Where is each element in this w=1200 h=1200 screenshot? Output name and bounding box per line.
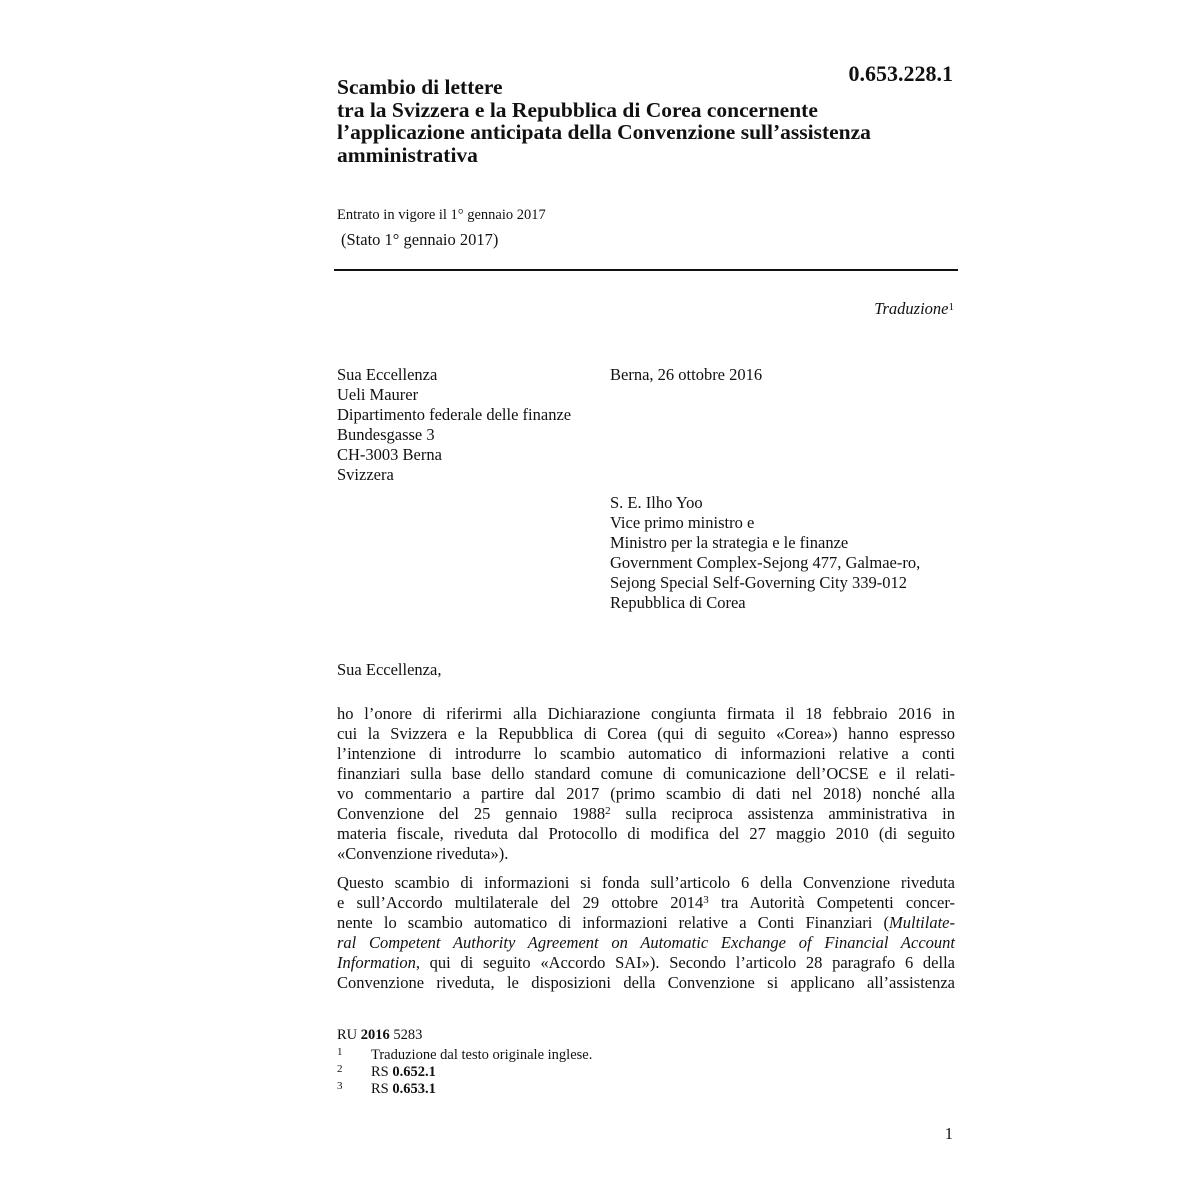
text-line: «Convenzione riveduta»). xyxy=(337,844,509,863)
sr-number: 0.653.228.1 xyxy=(848,61,953,86)
address-line: S. E. Ilho Yoo xyxy=(610,493,703,512)
footnote-prefix: RS xyxy=(371,1081,393,1097)
text-line: materia fiscale, riveduta dal Protocollo di modifica del 27 maggio 2010 (di seguito xyxy=(337,824,955,843)
entry-into-force: Entrato in vigore il 1° gennaio 2017 xyxy=(337,207,546,223)
address-line: CH-3003 Berna xyxy=(337,445,442,464)
footnote-ref: 3 xyxy=(703,894,709,906)
text-span-italic: Information xyxy=(337,953,416,972)
footnote-ref-number: 0.653.1 xyxy=(392,1081,436,1097)
address-line: Dipartimento federale delle finanze xyxy=(337,405,572,424)
footnote-3: 3 RS 0.653.1 xyxy=(337,1080,436,1097)
ru-prefix: RU xyxy=(337,1027,358,1043)
body-paragraph-2 xyxy=(337,873,955,993)
status-date: (Stato 1° gennaio 2017) xyxy=(341,230,499,249)
sender-address xyxy=(610,493,920,613)
text-line xyxy=(337,913,955,933)
footnote-2: 2 RS 0.652.1 xyxy=(337,1063,436,1080)
address-line: Sejong Special Self-Governing City 339-012 xyxy=(610,573,907,592)
address-line: Government Complex-Sejong 477, Galmae-ro, xyxy=(610,553,921,572)
text-line: Convenzione riveduta, le disposizioni della Convenzione si applicano all’assistenza xyxy=(337,973,955,992)
text-line: finanziari sulla base dello standard comune di comunicazione dell’OCSE e il relati- xyxy=(337,764,955,783)
text-span: sulla reciproca assistenza amministrativa in xyxy=(610,804,955,823)
text-line xyxy=(337,893,955,913)
address-line: Vice primo ministro e xyxy=(610,513,755,532)
translation-label xyxy=(700,299,954,319)
text-line: l’intenzione di introdurre lo scambio automatico di informazioni relative a conti xyxy=(337,744,955,763)
recipient-address xyxy=(337,365,571,485)
address-line: Svizzera xyxy=(337,465,394,484)
title-line: amministrativa xyxy=(337,142,478,167)
ru-year: 2016 xyxy=(360,1027,390,1043)
title-line: l’applicazione anticipata della Convenzione sull’assistenza xyxy=(337,120,871,144)
address-line: Ueli Maurer xyxy=(337,385,419,404)
ru-page: 5283 xyxy=(393,1027,423,1043)
official-compilation-ref xyxy=(337,1027,422,1044)
document-title xyxy=(337,76,957,166)
title-line: tra la Svizzera e la Repubblica di Corea concernente xyxy=(337,97,818,122)
footnote-ref: 2 xyxy=(605,805,611,817)
footnote-1: 1 Traduzione dal testo originale inglese. xyxy=(337,1046,593,1063)
place-date: Berna, 26 ottobre 2016 xyxy=(610,365,763,384)
text-span-italic: ral Competent Authority Agreement on Automatic Exchange of Financial Account xyxy=(337,933,955,952)
text-line xyxy=(337,953,955,973)
footnote-text: Traduzione dal testo originale inglese. xyxy=(371,1047,593,1063)
text-line: cui la Svizzera e la Repubblica di Corea (qui di seguito «Corea») hanno espresso xyxy=(337,724,955,743)
footnote-prefix: RS xyxy=(371,1064,393,1080)
footnote-ref: 1 xyxy=(948,301,954,313)
translation-text: Traduzione xyxy=(874,299,949,318)
text-line xyxy=(337,933,955,953)
address-line: Ministro per la strategia e le finanze xyxy=(610,533,849,552)
page-number: 1 xyxy=(944,1124,953,1143)
text-line: vo commentario a partire dal 2017 (primo scambio di dati nel 2018) nonché alla xyxy=(337,784,955,803)
address-line: Sua Eccellenza xyxy=(337,365,438,384)
text-span-italic: Multilate- xyxy=(889,913,955,932)
text-span: tra Autorità Competenti concer- xyxy=(708,893,955,912)
text-span: e sull’Accordo multilaterale del 29 ottobre 2014 xyxy=(337,893,704,912)
body-paragraph-1 xyxy=(337,704,955,864)
text-span: Convenzione del 25 gennaio 1988 xyxy=(337,804,606,823)
text-line: Questo scambio di informazioni si fonda sull’articolo 6 della Convenzione riveduta xyxy=(337,873,955,892)
text-line: ho l’onore di riferirmi alla Dichiarazione congiunta firmata il 18 febbraio 2016 in xyxy=(337,704,955,723)
address-line: Bundesgasse 3 xyxy=(337,425,435,444)
text-span: nente lo scambio automatico di informazioni relative a Conti Finanziari ( xyxy=(337,913,890,932)
text-span: , qui di seguito «Accordo SAI»). Secondo l’articolo 28 paragrafo 6 della xyxy=(415,953,955,972)
text-line xyxy=(337,804,955,824)
footnote-ref-number: 0.652.1 xyxy=(392,1064,436,1080)
address-line: Repubblica di Corea xyxy=(610,593,746,612)
header-divider xyxy=(334,269,958,271)
salutation: Sua Eccellenza, xyxy=(337,660,442,679)
title-line: Scambio di lettere xyxy=(337,75,503,99)
